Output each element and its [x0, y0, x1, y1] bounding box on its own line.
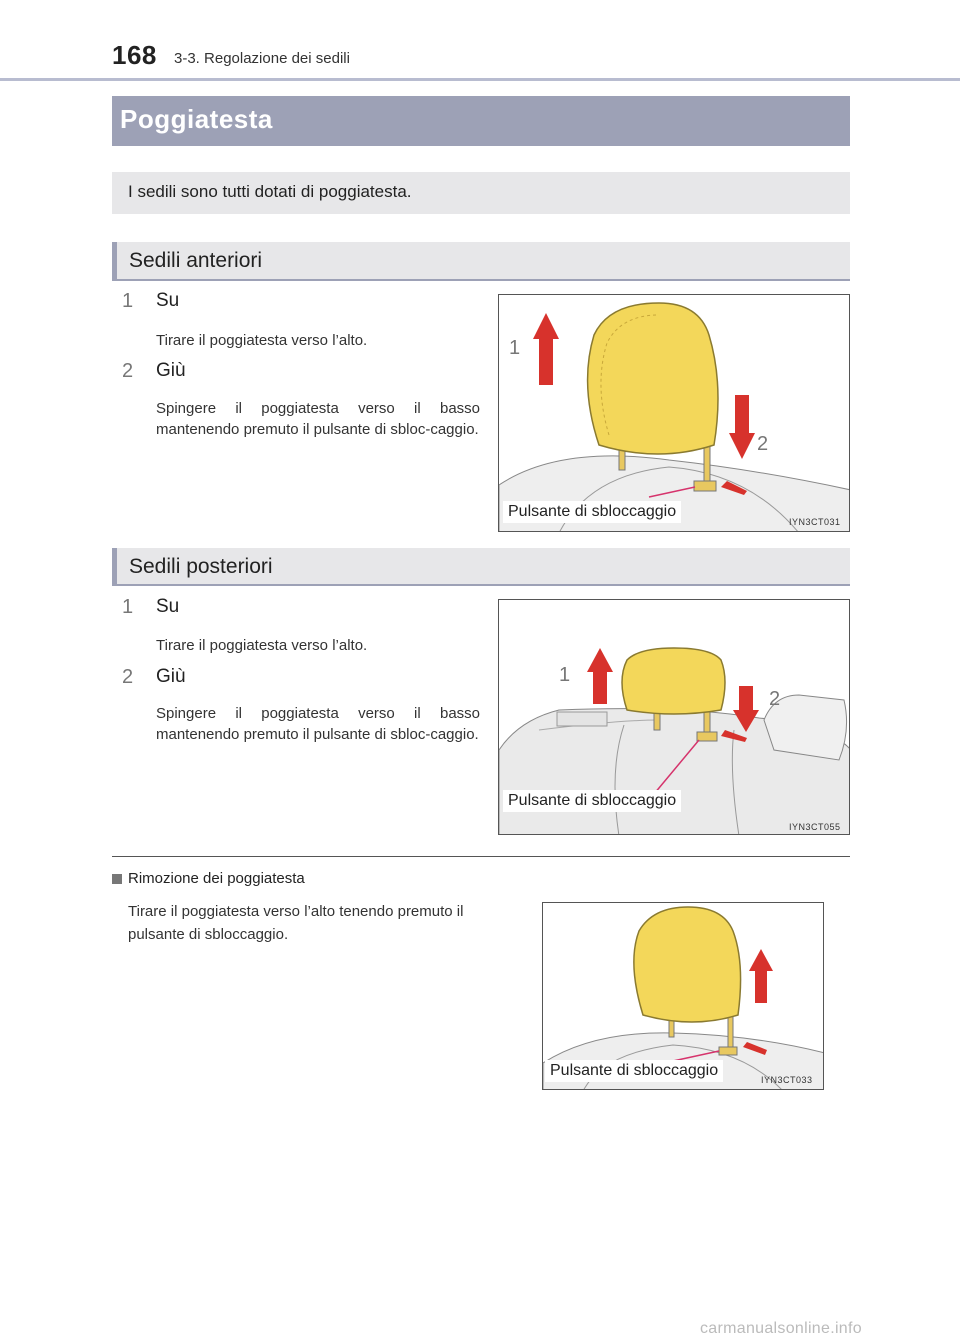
- figure-code: IYN3CT031: [789, 517, 841, 527]
- figure-code: IYN3CT033: [761, 1075, 813, 1085]
- figure-callout-1: 1: [509, 337, 521, 359]
- intro-box: [112, 172, 850, 214]
- step-title: Giù: [156, 666, 186, 687]
- figure-callout-2: 2: [769, 688, 781, 710]
- figure-callout-1: 1: [559, 664, 571, 686]
- subsection-rear-title: Sedili posteriori: [129, 555, 273, 578]
- subsection-front-rule: [112, 279, 850, 281]
- subsection-rear: [112, 548, 850, 586]
- step-title: Su: [156, 290, 180, 311]
- front-headrest-figure: [498, 294, 850, 532]
- step-text: Tirare il poggiatesta verso l’alto.: [156, 637, 368, 654]
- section-title-bar: [112, 96, 850, 146]
- figure-code: IYN3CT055: [789, 822, 841, 832]
- section-divider: [112, 856, 850, 857]
- bullet-square-icon: [112, 874, 122, 884]
- step-number-badge: 1: [122, 596, 134, 618]
- step-title: Su: [156, 596, 180, 617]
- removal-title: Rimozione dei poggiatesta: [128, 870, 305, 887]
- step-text: Tirare il poggiatesta verso l’alto.: [156, 332, 368, 349]
- rear-headrest-figure: [498, 599, 850, 835]
- figure-callout-2: 2: [757, 433, 769, 455]
- page-number: 168: [112, 40, 157, 70]
- front-headrest-illustration: [499, 295, 850, 532]
- header-rule: [0, 78, 960, 81]
- step-title: Giù: [156, 360, 186, 381]
- step-number-badge: 2: [122, 666, 134, 688]
- subsection-front: [112, 242, 850, 280]
- step-number-badge: 1: [122, 290, 134, 312]
- step-number-badge: 2: [122, 360, 134, 382]
- section-title: Poggiatesta: [120, 104, 273, 134]
- subsection-rear-rule: [112, 584, 850, 586]
- step-text: Spingere il poggiatesta verso il basso mantenendo premuto il pulsante di sbloc-caggio.: [156, 400, 480, 438]
- watermark: carmanualsonline.info: [700, 1320, 862, 1337]
- intro-text: I sedili sono tutti dotati di poggiatesta.: [128, 182, 412, 201]
- removal-headrest-figure: [542, 902, 824, 1090]
- chapter-title: 3-3. Regolazione dei sedili: [174, 50, 350, 67]
- step-text: Spingere il poggiatesta verso il basso mantenendo premuto il pulsante di sbloc-caggio.: [156, 705, 480, 743]
- subsection-front-title: Sedili anteriori: [129, 249, 263, 272]
- removal-text: Tirare il poggiatesta verso l’alto tenendo premuto il pulsante di sbloccaggio.: [128, 903, 464, 943]
- release-button-label: Pulsante di sbloccaggio: [545, 1060, 723, 1082]
- release-button-label: Pulsante di sbloccaggio: [503, 501, 681, 523]
- release-button-label: Pulsante di sbloccaggio: [503, 790, 681, 812]
